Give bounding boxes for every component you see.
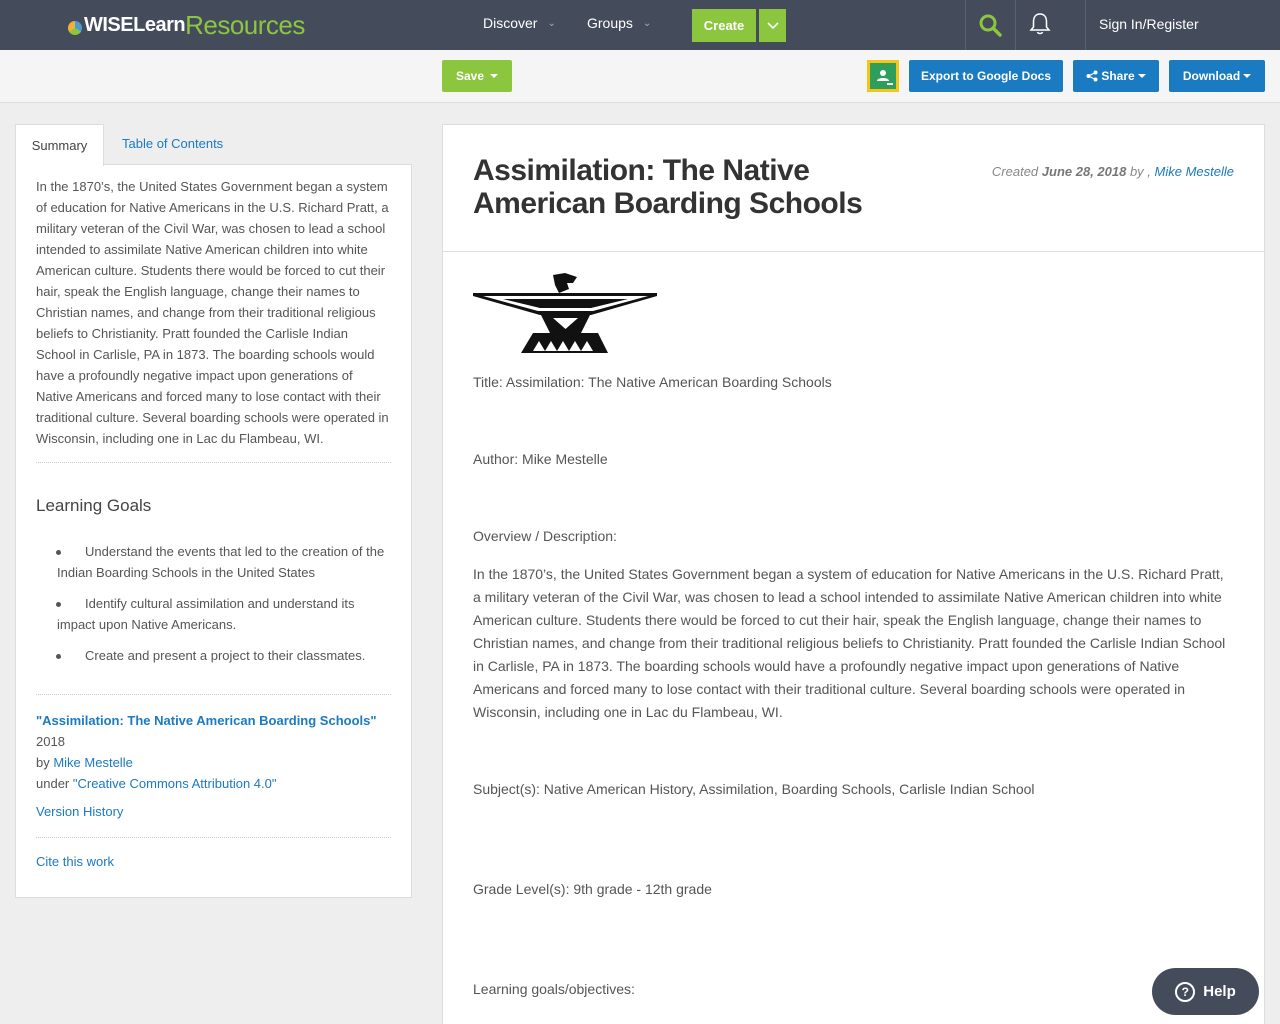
attribution-block [36,710,391,794]
page-title: Assimilation: The Native American Boarding Schools [473,154,863,220]
nav-divider [1085,0,1086,50]
thunderbird-image [473,271,658,355]
sign-in-register-link[interactable]: Sign In/Register [1099,16,1199,32]
created-meta [992,164,1234,179]
google-classroom-icon [870,63,896,89]
divider [443,251,1264,252]
tab-summary[interactable]: Summary [15,124,104,166]
download-button[interactable] [1169,60,1265,92]
save-button-label: Save [455,69,485,83]
create-dropdown-button[interactable] [759,9,786,42]
created-by: by , [1126,164,1155,179]
resource-toolbar [0,50,1280,103]
learning-goals-heading: Learning Goals [36,496,152,515]
download-button-label: Download [1182,69,1241,83]
chevron-down-icon: ⌄ [547,17,556,29]
google-classroom-button[interactable] [867,60,899,92]
bell-icon[interactable] [1029,12,1051,36]
logo-text-wiselearn: WISELearn [84,13,186,36]
share-button[interactable] [1073,60,1159,92]
attribution-by: by [36,755,54,770]
chevron-down-icon: ⌄ [642,17,652,29]
nav-groups-label: Groups [587,15,633,31]
save-button[interactable] [442,60,512,92]
version-history-link[interactable]: Version History [36,804,124,819]
list-item [57,645,392,666]
caret-down-icon [1243,74,1251,78]
learning-goals-label: Learning goals/objectives: [473,981,635,997]
top-navbar [0,0,1280,50]
export-google-docs-button[interactable]: Export to Google Docs [909,60,1063,92]
learning-goals-list [57,541,392,676]
divider [36,694,391,695]
overview-text: In the 1870’s, the United States Government began a system of education for Native Americans in the U.S. Richard Pratt, a military veteran of the Civil War, was chosen to lead a school intended to assimilate Native American children into white American culture. Students there would be forced to cut their hair, speak the English language, change their names to Christian names, and change from their traditional religious beliefs to Christianity. Pratt founded the Carlisle Indian School in Carlisle, PA in 1873. The boarding schools would have a profoundly negative impact upon generations of Native Americans and forced many to lose contact with their traditional culture. Several boarding schools were operated in Wisconsin, including one in Lac du Flambeau, WI. [473,566,1226,720]
bullet-icon [56,550,61,555]
wiselearn-logo[interactable] [68,10,305,40]
share-icon [1086,70,1098,82]
author-line: Author: Mike Mestelle [473,451,608,467]
created-prefix: Created [991,164,1042,179]
help-button[interactable] [1152,968,1259,1015]
title-line: Title: Assimilation: The Native American Boarding Schools [473,374,832,390]
caret-down-icon [1138,74,1146,78]
work-title-link[interactable]: "Assimilation: The Native American Boarding Schools" [36,713,377,728]
divider [36,837,391,838]
nav-discover[interactable] [483,15,556,31]
author-link[interactable]: Mike Mestelle [53,755,133,770]
nav-divider [965,0,966,50]
author-link[interactable]: Mike Mestelle [1154,164,1234,179]
goal-text: Understand the events that led to the creation of the Indian Boarding Schools in the United States [57,544,385,580]
summary-text: In the 1870’s, the United States Government began a system of education for Native Americans in the U.S. Richard Pratt, a military veteran of the Civil War, was chosen to lead a school intended to assimilate Native American children into white American culture. Students there would be forced to cut their hair, speak the English language, change their names to Christian names, and change from their traditional religious beliefs to Christianity. Pratt founded the Carlisle Indian School in Carlisle, PA in 1873. The boarding schools would have a profoundly negative impact upon generations of Native Americans and forced many to lose contact with their traditional culture. Several boarding schools were operated in Wisconsin, including one in Lac du Flambeau, WI. [36,179,389,446]
question-circle-icon: ? [1175,982,1195,1002]
overview-label: Overview / Description: [473,528,617,544]
attribution-year: 2018 [36,734,65,749]
list-item [57,541,392,583]
chevron-down-icon [767,22,779,30]
resource-content [442,124,1265,1024]
nav-divider [1015,0,1016,50]
bullet-icon [56,602,61,607]
caret-down-icon [490,74,498,78]
tab-table-of-contents[interactable]: Table of Contents [122,136,224,151]
help-button-label: Help [1203,983,1236,1000]
search-icon[interactable] [978,13,1002,37]
classroom-person-icon [870,63,896,89]
list-item [57,593,392,635]
divider [36,462,391,463]
logo-mark-icon [68,21,82,35]
bullet-icon [56,654,61,659]
cite-this-work-link[interactable]: Cite this work [36,854,115,869]
nav-discover-label: Discover [483,15,538,31]
logo-text-resources: Resources [185,9,305,40]
subjects-line: Subject(s): Native American History, Assimilation, Boarding Schools, Carlisle Indian School [473,781,1035,797]
grade-level-line: Grade Level(s): 9th grade - 12th grade [473,881,712,897]
attribution-under: under [36,776,73,791]
created-date: June 28, 2018 [1041,164,1127,179]
goal-text: Identify cultural assimilation and understand its impact upon Native Americans. [57,596,355,632]
nav-groups[interactable] [587,15,651,31]
license-link[interactable]: "Creative Commons Attribution 4.0" [72,776,277,791]
create-button[interactable]: Create [692,9,756,42]
summary-panel [15,164,412,898]
goal-text: Create and present a project to their classmates. [85,648,366,663]
share-button-label: Share [1101,69,1135,83]
